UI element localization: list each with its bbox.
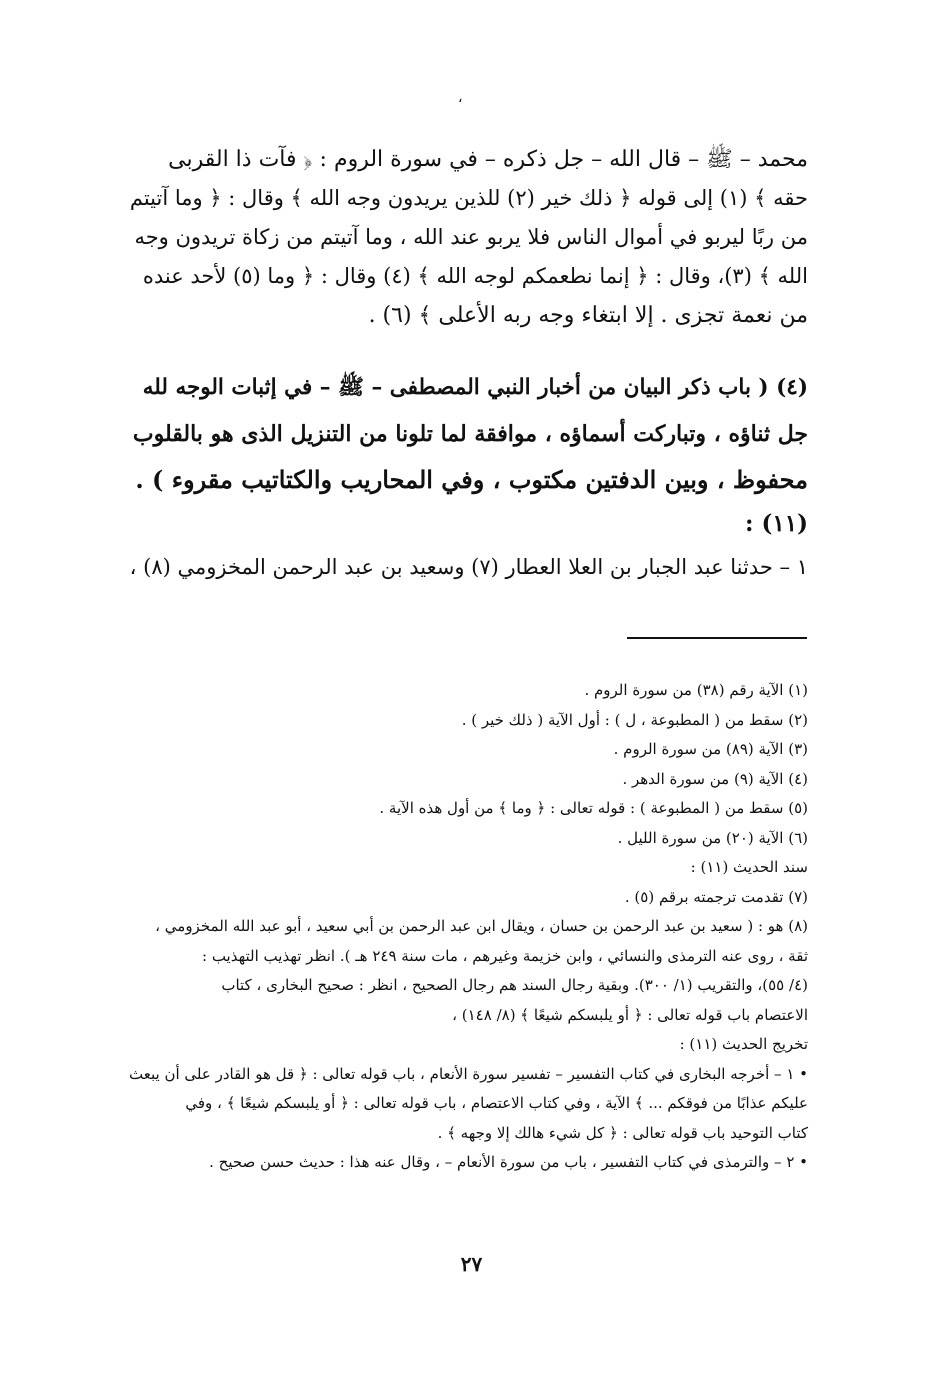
footnote-line: ثقة ، روى عنه الترمذى والنسائي ، وابن خزيمة وغيرهم ، مات سنة ٢٤٩ هـ ). انظر تهذيب التهذيب : <box>202 946 808 965</box>
chapter-line: محفوظ ، وبين الدفتين مكتوب ، وفي المحاريب والكتاتيب مقروء ) . <box>135 465 808 494</box>
footnote-divider <box>627 637 807 639</box>
body-line: من ربًا ليربو في أموال الناس فلا يربو عند الله ، وما آتيتم من زكاة تريدون وجه <box>134 225 808 249</box>
footnote-line: تخريج الحديث (١١) : <box>679 1035 808 1053</box>
footnote-line: (١) الآية رقم (٣٨) من سورة الروم . <box>584 681 808 699</box>
page-mark: ، <box>458 90 463 106</box>
main-body-text <box>128 140 808 335</box>
footnote-line: (٢) سقط من ( المطبوعة ، ل ) : أول الآية ( ذلك خير ) . <box>461 710 808 729</box>
footnote-line: (٥) سقط من ( المطبوعة ) : قوله تعالى : ﴿ وما ﴾ من أول هذه الآية . <box>379 799 808 817</box>
footnote-line: (٣) الآية (٨٩) من سورة الروم . <box>613 740 808 758</box>
footnote-line: (٧) تقدمت ترجمته برقم (٥) . <box>624 887 808 906</box>
chapter-heading <box>128 365 808 503</box>
hadith-number: (١١) : <box>745 510 808 537</box>
footnote-line: (٦) الآية (٢٠) من سورة الليل . <box>617 828 808 847</box>
chapter-line: جل ثناؤه ، وتباركت أسماؤه ، موافقة لما تلونا من التنزيل الذى هو بالقلوب <box>132 421 808 447</box>
body-line: الله ﴾ (٣)، وقال : ﴿ إنما نطعمكم لوجه الله ﴾ (٤) وقال : ﴿ وما (٥) لأحد عنده <box>142 264 808 288</box>
body-line: من نعمة تجزى . إلا ابتغاء وجه ربه الأعلى ﴾ (٦) . <box>368 303 808 328</box>
footnote-line: • ٢ – والترمذى في كتاب التفسير ، باب من سورة الأنعام – ، وقال عنه هذا : حديث حسن صحيح . <box>209 1153 808 1171</box>
footnote-line: • ١ – أخرجه البخارى في كتاب التفسير – تفسير سورة الأنعام ، باب قوله تعالى : ﴿ قل هو القادر على أن يبعث <box>129 1064 808 1083</box>
footnote-line: سند الحديث (١١) : <box>690 858 808 876</box>
footnotes <box>128 676 808 1178</box>
chapter-line: (٤) ( باب ذكر البيان من أخبار النبي المصطفى – ﷺ – في إثبات الوجه لله <box>142 375 808 400</box>
page-number: ٢٧ <box>460 1252 483 1276</box>
hadith-isnad-line: ١ – حدثنا عبد الجبار بن العلا العطار (٧) وسعيد بن عبد الرحمن المخزومي (٨) ، <box>129 555 808 579</box>
body-line: حقه ﴾ (١) إلى قوله ﴿ ذلك خير (٢) للذين يريدون وجه الله ﴾ وقال : ﴿ وما آتيتم <box>129 186 808 210</box>
footnote-line: عليكم عذابًا من فوقكم ... ﴾ الآية ، وفي كتاب الاعتصام ، باب قوله تعالى : ﴿ أو يلبسكم شيعًا ﴾ ، وفي <box>185 1094 808 1112</box>
footnote-line: الاعتصام باب قوله تعالى : ﴿ أو يلبسكم شيعًا ﴾ (٨/ ١٤٨) ، <box>452 1005 808 1024</box>
footnote-line: كتاب التوحيد باب قوله تعالى : ﴿ كل شيء هالك إلا وجهه ﴾ . <box>437 1123 808 1142</box>
body-line: محمد – ﷺ – قال الله – جل ذكره – في سورة الروم : ﴿ فآت ذا القربى <box>168 147 808 172</box>
footnote-line: (٤/ ٥٥)، والتقريب (١/ ٣٠٠). وبقية رجال السند هم رجال الصحيح ، انظر : صحيح البخارى ، كتاب <box>221 976 808 994</box>
footnote-line: (٨) هو : ( سعيد بن عبد الرحمن بن حسان ، ويقال ابن عبد الرحمن بن أبي سعيد ، أبو عبد الله المخزومي ، <box>155 917 808 935</box>
footnote-line: (٤) الآية (٩) من سورة الدهر . <box>622 769 808 788</box>
